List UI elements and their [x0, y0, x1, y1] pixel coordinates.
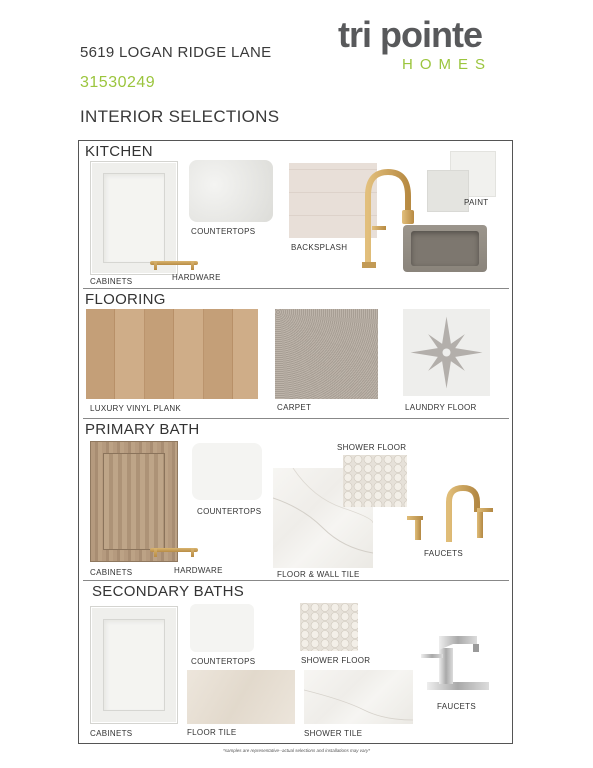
laundry-floor-swatch	[403, 309, 490, 396]
secondary-floor-tile-label: FLOOR TILE	[187, 728, 237, 737]
primary-bath-countertop-swatch	[192, 443, 262, 500]
primary-bath-countertops-label: COUNTERTOPS	[197, 507, 262, 516]
kitchen-countertops-label: COUNTERTOPS	[191, 227, 256, 236]
tri-pointe-logo	[338, 14, 513, 74]
property-address: 5619 LOGAN RIDGE LANE	[80, 44, 272, 61]
logo-line2: HOMES	[402, 56, 493, 73]
section-divider	[83, 418, 509, 419]
primary-bath-faucet-image	[407, 484, 495, 546]
primary-bath-cabinets-label: CABINETS	[90, 568, 133, 577]
secondary-bath-cabinets-label: CABINETS	[90, 729, 133, 738]
kitchen-paint-label: PAINT	[464, 198, 489, 207]
secondary-bath-faucets-label: FAUCETS	[437, 702, 476, 711]
kitchen-title: KITCHEN	[85, 143, 153, 160]
secondary-bath-countertops-label: COUNTERTOPS	[191, 657, 256, 666]
kitchen-backsplash-label: BACKSPLASH	[291, 243, 348, 252]
primary-shower-floor-label: SHOWER FLOOR	[337, 443, 407, 452]
kitchen-cabinet-swatch	[90, 161, 178, 275]
kitchen-paint-swatch-2	[427, 170, 469, 212]
secondary-bath-countertop-swatch	[190, 604, 254, 652]
logo-line1: tri pointe	[338, 14, 482, 55]
secondary-shower-tile-label: SHOWER TILE	[304, 729, 363, 738]
laundry-floor-label: LAUNDRY FLOOR	[405, 403, 477, 412]
marble-veining-image	[304, 670, 413, 724]
carpet-label: CARPET	[277, 403, 312, 412]
star-pattern-image	[403, 309, 490, 396]
floor-wall-tile-label: FLOOR & WALL TILE	[277, 570, 360, 579]
primary-bath-hardware-post	[191, 548, 194, 557]
kitchen-hardware-post	[191, 261, 194, 270]
hex-pattern-image	[343, 455, 407, 507]
lot-number: 31530249	[80, 74, 156, 91]
section-divider	[83, 580, 509, 581]
secondary-bath-faucet-image	[419, 630, 497, 696]
secondary-bath-cabinet-swatch	[90, 606, 178, 724]
kitchen-cabinets-label: CABINETS	[90, 277, 133, 286]
flooring-title: FLOORING	[85, 291, 166, 308]
primary-shower-floor-swatch	[343, 455, 407, 507]
kitchen-countertop-swatch	[189, 160, 273, 222]
secondary-baths-title: SECONDARY BATHS	[92, 583, 245, 600]
primary-bath-title: PRIMARY BATH	[85, 421, 200, 438]
section-divider	[83, 288, 509, 289]
hex-pattern-image	[300, 603, 358, 651]
kitchen-hardware-post	[154, 261, 157, 270]
primary-bath-cabinet-swatch	[90, 441, 178, 562]
lvp-label: LUXURY VINYL PLANK	[90, 404, 182, 413]
carpet-swatch	[275, 309, 378, 399]
secondary-shower-floor-swatch	[300, 603, 358, 651]
secondary-floor-tile-swatch	[187, 670, 295, 724]
primary-bath-hardware-label: HARDWARE	[174, 566, 223, 575]
disclaimer: *samples are representative--actual selections and installations may vary*	[222, 748, 371, 753]
primary-bath-faucets-label: FAUCETS	[424, 549, 463, 558]
secondary-shower-floor-label: SHOWER FLOOR	[301, 656, 371, 665]
secondary-shower-tile-swatch	[304, 670, 413, 724]
primary-bath-hardware-post	[154, 548, 157, 557]
page-subtitle: INTERIOR SELECTIONS	[80, 107, 280, 126]
kitchen-hardware-label: HARDWARE	[172, 273, 221, 282]
kitchen-sink-image	[403, 225, 487, 272]
lvp-swatch	[86, 309, 258, 399]
